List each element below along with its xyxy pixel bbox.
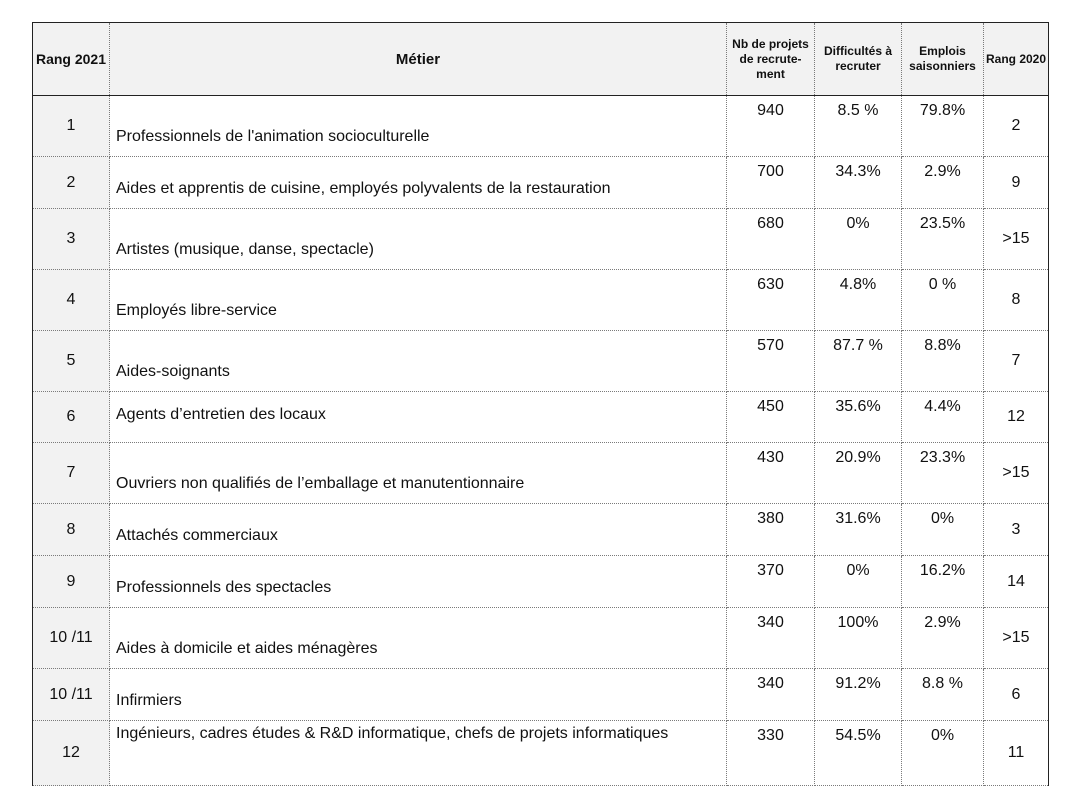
table-row <box>33 96 1049 157</box>
table-row <box>33 669 1049 721</box>
rang-2021-cell: 1 <box>33 96 110 157</box>
nb-projets-cell: 380 <box>727 504 815 556</box>
difficultes-cell: 100% <box>815 608 902 669</box>
rang-2020-cell: 6 <box>984 669 1049 721</box>
header-nb-projets: Nb de projets de recrute-ment <box>727 23 815 96</box>
rang-2021-cell: 2 <box>33 157 110 209</box>
difficultes-cell: 20.9% <box>815 443 902 504</box>
rang-2021-cell: 7 <box>33 443 110 504</box>
metier-cell: Aides-soignants <box>110 331 727 392</box>
nb-projets-cell: 330 <box>727 721 815 786</box>
metier-cell: Professionnels des spectacles <box>110 556 727 608</box>
recruitment-table <box>32 22 1049 786</box>
metier-cell: Aides à domicile et aides ménagères <box>110 608 727 669</box>
table-row <box>33 392 1049 443</box>
nb-projets-cell: 700 <box>727 157 815 209</box>
rang-2020-cell: 2 <box>984 96 1049 157</box>
metier-cell: Agents d’entretien des locaux <box>110 392 727 443</box>
rang-2021-cell: 3 <box>33 209 110 270</box>
rang-2020-cell: 8 <box>984 270 1049 331</box>
header-metier: Métier <box>110 23 727 96</box>
rang-2021-cell: 6 <box>33 392 110 443</box>
difficultes-cell: 8.5 % <box>815 96 902 157</box>
difficultes-cell: 4.8% <box>815 270 902 331</box>
rang-2020-cell: >15 <box>984 608 1049 669</box>
table-row <box>33 556 1049 608</box>
saisonniers-cell: 23.3% <box>902 443 984 504</box>
saisonniers-cell: 0% <box>902 504 984 556</box>
nb-projets-cell: 570 <box>727 331 815 392</box>
rang-2021-cell: 12 <box>33 721 110 786</box>
saisonniers-cell: 4.4% <box>902 392 984 443</box>
metier-cell: Attachés commerciaux <box>110 504 727 556</box>
metier-cell: Aides et apprentis de cuisine, employés polyvalents de la restauration <box>110 157 727 209</box>
nb-projets-cell: 340 <box>727 608 815 669</box>
difficultes-cell: 0% <box>815 209 902 270</box>
table-row <box>33 270 1049 331</box>
table-row <box>33 504 1049 556</box>
header-difficultes: Difficultés à recruter <box>815 23 902 96</box>
rang-2021-cell: 5 <box>33 331 110 392</box>
difficultes-cell: 54.5% <box>815 721 902 786</box>
saisonniers-cell: 16.2% <box>902 556 984 608</box>
table-row <box>33 721 1049 786</box>
metier-cell: Infirmiers <box>110 669 727 721</box>
rang-2021-cell: 8 <box>33 504 110 556</box>
saisonniers-cell: 79.8% <box>902 96 984 157</box>
nb-projets-cell: 450 <box>727 392 815 443</box>
rang-2020-cell: 3 <box>984 504 1049 556</box>
difficultes-cell: 31.6% <box>815 504 902 556</box>
rang-2021-cell: 9 <box>33 556 110 608</box>
difficultes-cell: 91.2% <box>815 669 902 721</box>
table-row <box>33 209 1049 270</box>
table-row <box>33 443 1049 504</box>
saisonniers-cell: 0% <box>902 721 984 786</box>
saisonniers-cell: 8.8% <box>902 331 984 392</box>
rang-2021-cell: 10 /11 <box>33 608 110 669</box>
difficultes-cell: 35.6% <box>815 392 902 443</box>
rang-2020-cell: 12 <box>984 392 1049 443</box>
nb-projets-cell: 340 <box>727 669 815 721</box>
header-rang-2020: Rang 2020 <box>984 23 1049 96</box>
metier-cell: Professionnels de l'animation socioculturelle <box>110 96 727 157</box>
rang-2020-cell: 9 <box>984 157 1049 209</box>
saisonniers-cell: 8.8 % <box>902 669 984 721</box>
difficultes-cell: 87.7 % <box>815 331 902 392</box>
saisonniers-cell: 23.5% <box>902 209 984 270</box>
metier-cell: Artistes (musique, danse, spectacle) <box>110 209 727 270</box>
difficultes-cell: 0% <box>815 556 902 608</box>
table-row <box>33 157 1049 209</box>
saisonniers-cell: 2.9% <box>902 608 984 669</box>
difficultes-cell: 34.3% <box>815 157 902 209</box>
nb-projets-cell: 630 <box>727 270 815 331</box>
saisonniers-cell: 2.9% <box>902 157 984 209</box>
header-rang-2021: Rang 2021 <box>33 23 110 96</box>
metier-cell: Ingénieurs, cadres études & R&D informatique, chefs de projets informatiques <box>110 721 727 786</box>
rang-2020-cell: 11 <box>984 721 1049 786</box>
saisonniers-cell: 0 % <box>902 270 984 331</box>
metier-cell: Employés libre-service <box>110 270 727 331</box>
rang-2020-cell: 7 <box>984 331 1049 392</box>
rang-2021-cell: 10 /11 <box>33 669 110 721</box>
nb-projets-cell: 430 <box>727 443 815 504</box>
metier-cell: Ouvriers non qualifiés de l’emballage et manutentionnaire <box>110 443 727 504</box>
rang-2020-cell: >15 <box>984 209 1049 270</box>
nb-projets-cell: 680 <box>727 209 815 270</box>
nb-projets-cell: 370 <box>727 556 815 608</box>
recruitment-table-page <box>32 22 1048 786</box>
table-row <box>33 331 1049 392</box>
rang-2020-cell: >15 <box>984 443 1049 504</box>
header-emplois-saisonniers: Emplois saisonniers <box>902 23 984 96</box>
header-row <box>33 23 1049 96</box>
table-row <box>33 608 1049 669</box>
nb-projets-cell: 940 <box>727 96 815 157</box>
rang-2021-cell: 4 <box>33 270 110 331</box>
rang-2020-cell: 14 <box>984 556 1049 608</box>
